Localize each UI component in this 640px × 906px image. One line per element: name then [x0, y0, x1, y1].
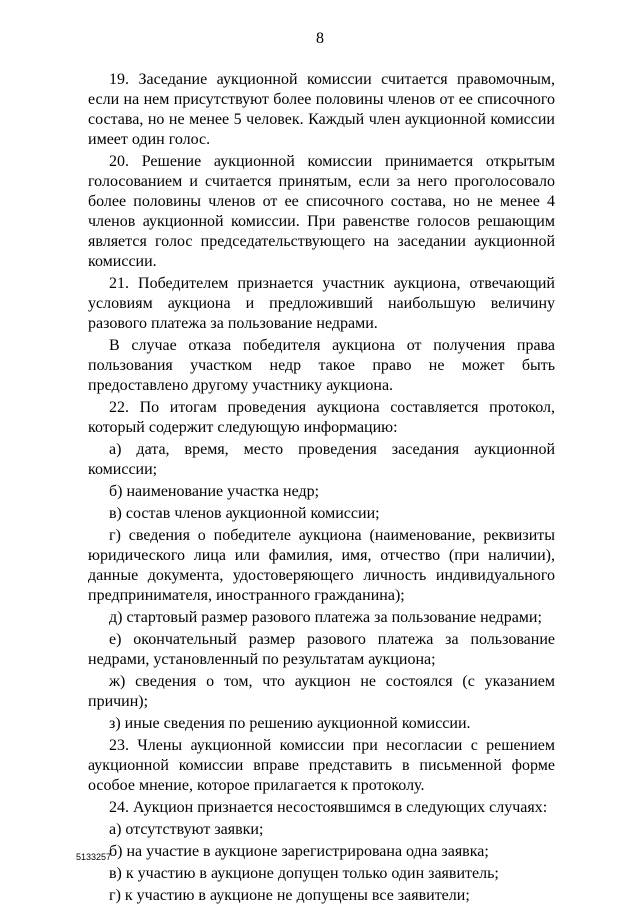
- paragraph-19: 19. Заседание аукционной комиссии считается правомочным, если на нем присутствуют более половины членов от ее списочного состава, но не менее 5 человек. Каждый член аукционной комиссии имеет один голос.: [88, 71, 555, 148]
- list-item-22z: з) иные сведения по решению аукционной комиссии.: [109, 715, 471, 732]
- list-item-22v: в) состав членов аукционной комиссии;: [109, 505, 380, 522]
- paragraph-21: 21. Победителем признается участник аукциона, отвечающий условиям аукциона и предложивший наибольшую величину разового платежа за пользование недрами.: [88, 275, 555, 332]
- list-item-22d: д) стартовый размер разового платежа за пользование недрами;: [109, 609, 542, 626]
- document-body: [88, 70, 555, 906]
- paragraph-20: 20. Решение аукционной комиссии принимается открытым голосованием и считается принятым, если за него проголосовало более половины членов от ее списочного состава, но не менее 4 членов аукционной комиссии. При равенстве голосов решающим является голос председательствующего на заседании аукционной комиссии.: [88, 153, 555, 270]
- list-item-22a: а) дата, время, место проведения заседания аукционной комиссии;: [88, 441, 555, 478]
- paragraph-21-refusal: В случае отказа победителя аукциона от получения права пользования участком недр такое право не может быть предоставлено другому участнику аукциона.: [88, 337, 555, 394]
- list-item-22e: е) окончательный размер разового платежа за пользование недрами, установленный по результатам аукциона;: [88, 631, 555, 668]
- list-item-24v: в) к участию в аукционе допущен только один заявитель;: [109, 865, 499, 882]
- list-item-24b: б) на участие в аукционе зарегистрирована одна заявка;: [109, 843, 489, 860]
- list-item-22g: г) сведения о победителе аукциона (наименование, реквизиты юридического лица или фамилия, имя, отчество (при наличии), данные документа, удостоверяющего личность индивидуального предпринимателя, иностранного гражданина);: [88, 527, 555, 604]
- page-number: 8: [316, 30, 324, 47]
- paragraph-22: 22. По итогам проведения аукциона составляется протокол, который содержит следующую информацию:: [88, 399, 555, 436]
- list-item-24g: г) к участию в аукционе не допущены все заявители;: [109, 887, 470, 904]
- paragraph-24: 24. Аукцион признается несостоявшимся в следующих случаях:: [109, 799, 548, 816]
- list-item-22zh: ж) сведения о том, что аукцион не состоялся (с указанием причин);: [88, 673, 555, 710]
- document-code: 5133257: [76, 852, 112, 862]
- list-item-24a: а) отсутствуют заявки;: [109, 821, 264, 838]
- paragraph-23: 23. Члены аукционной комиссии при несогласии с решением аукционной комиссии вправе представить в письменной форме особое мнение, которое прилагается к протоколу.: [88, 737, 555, 794]
- list-item-22b: б) наименование участка недр;: [109, 483, 320, 500]
